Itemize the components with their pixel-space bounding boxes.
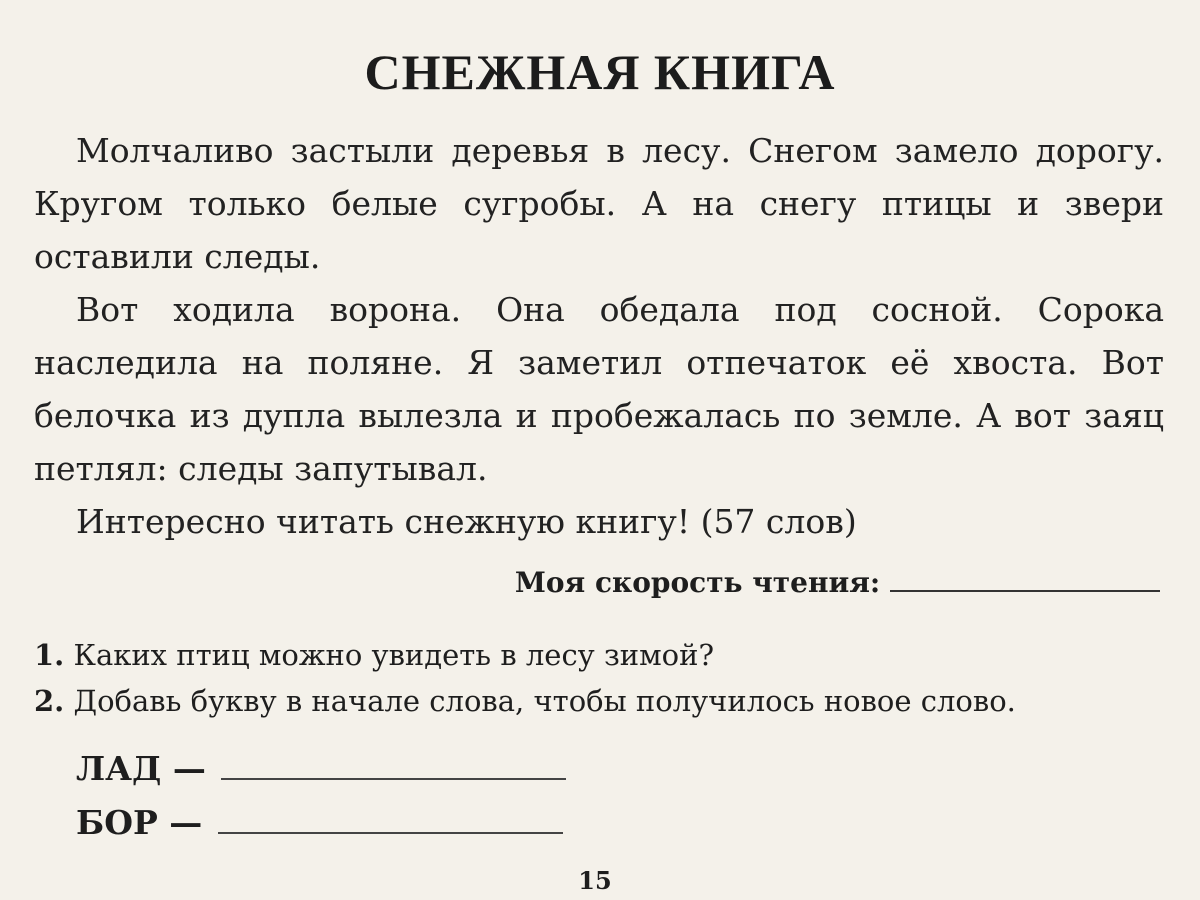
answer-blank-line[interactable] [221,748,566,780]
question-number: 2. [34,684,65,718]
reading-speed-blank-line[interactable] [890,566,1160,592]
answer-row-lad [76,742,566,796]
reading-speed-label: Моя скорость чтения: [514,566,881,599]
question-item [34,632,1174,678]
page-number: 15 [578,866,612,895]
questions-list [34,632,1174,724]
answer-word: БОР — [76,803,203,842]
question-number: 1. [34,638,65,672]
answer-blank-line[interactable] [218,802,563,834]
story-text [34,124,1164,548]
story-paragraph-3: Интересно читать снежную книгу! (57 слов) [76,502,857,541]
reading-speed [0,563,1160,603]
answer-word: ЛАД — [76,749,206,788]
story-title: СНЕЖНАЯ КНИГА [364,44,836,100]
question-item [34,678,1174,724]
question-text: Добавь букву в начале слова, чтобы получилось новое слово. [73,684,1016,718]
answer-row-bor [76,796,566,850]
question-text: Каких птиц можно увидеть в лесу зимой? [73,638,715,672]
story-paragraph-2: Вот ходила ворона. Она обедала под сосной. Сорока наследила на поляне. Я заметил отпечаток её хвоста. Вот белочка из дупла вылезла и пробежалась по земле. А вот заяц петлял: следы запутывал. [34,290,1164,488]
answer-lines [76,742,566,850]
story-paragraph-1: Молчаливо застыли деревья в лесу. Снегом замело дорогу. Кругом только белые сугробы. А на снегу птицы и звери оставили следы. [34,131,1164,276]
